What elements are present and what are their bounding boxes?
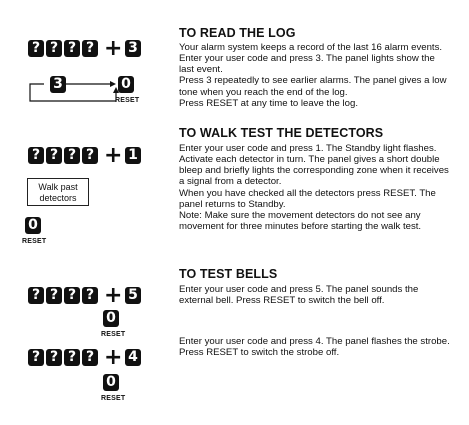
code-key-1: ?	[28, 287, 44, 304]
walk-past-detectors-box: Walk past detectors	[27, 178, 89, 206]
code-key-2: ?	[46, 147, 62, 164]
code-key-4: ?	[82, 40, 98, 57]
reset-key: 0	[103, 310, 119, 327]
reset-label: RESET	[22, 238, 47, 245]
function-key-1: 1	[125, 147, 141, 164]
code-key-2: ?	[46, 349, 62, 366]
code-key-2: ?	[46, 287, 62, 304]
function-key-3: 3	[125, 40, 141, 57]
reset-key: 0	[103, 374, 119, 391]
walk-test-heading: TO WALK TEST THE DETECTORS	[179, 126, 384, 140]
code-key-4: ?	[82, 287, 98, 304]
plus-sign: +	[104, 36, 123, 61]
read-log-heading: TO READ THE LOG	[179, 26, 296, 40]
code-key-3: ?	[64, 147, 80, 164]
reset-key: 0	[25, 217, 41, 234]
code-key-3: ?	[64, 287, 80, 304]
read-log-text: Your alarm system keeps a record of the last 16 alarm events. Enter your user code and press 3. The panel lights show the last event. Press 3 repeatedly to see earlier alarms. The panel gives a low tone when you reach the end of the log. Press RESET at any time to leave the log.	[179, 42, 447, 109]
code-key-4: ?	[82, 147, 98, 164]
test-bells-heading: TO TEST BELLS	[179, 267, 278, 281]
function-key-4: 4	[125, 349, 141, 366]
code-key-1: ?	[28, 40, 44, 57]
reset-label: RESET	[101, 331, 126, 338]
code-key-1: ?	[28, 349, 44, 366]
reset-label: RESET	[115, 97, 140, 104]
plus-sign: +	[104, 283, 123, 308]
reset-label: RESET	[101, 395, 126, 402]
code-key-2: ?	[46, 40, 62, 57]
function-key-5: 5	[125, 287, 141, 304]
code-key-4: ?	[82, 349, 98, 366]
test-bells-text: Enter your user code and press 5. The panel sounds the external bell. Press RESET to switch the bell off.	[179, 284, 419, 307]
plus-sign: +	[104, 345, 123, 370]
reset-key: 0	[118, 76, 134, 93]
code-key-3: ?	[64, 40, 80, 57]
loop-key-3: 3	[50, 76, 66, 93]
test-strobe-text: Enter your user code and press 4. The panel flashes the strobe. Press RESET to switch the strobe off.	[179, 336, 450, 359]
plus-sign: +	[104, 143, 123, 168]
code-key-1: ?	[28, 147, 44, 164]
code-key-3: ?	[64, 349, 80, 366]
walk-test-text: Enter your user code and press 1. The Standby light flashes. Activate each detector in turn. The panel gives a short double bleep and briefly lights the corresponding zone when it receives a signal from a detector. When you have checked all the detectors press RESET. The panel returns to Standby. Note: Make sure the movement detectors do not see any movement for three minutes before starting the walk test.	[179, 143, 449, 233]
